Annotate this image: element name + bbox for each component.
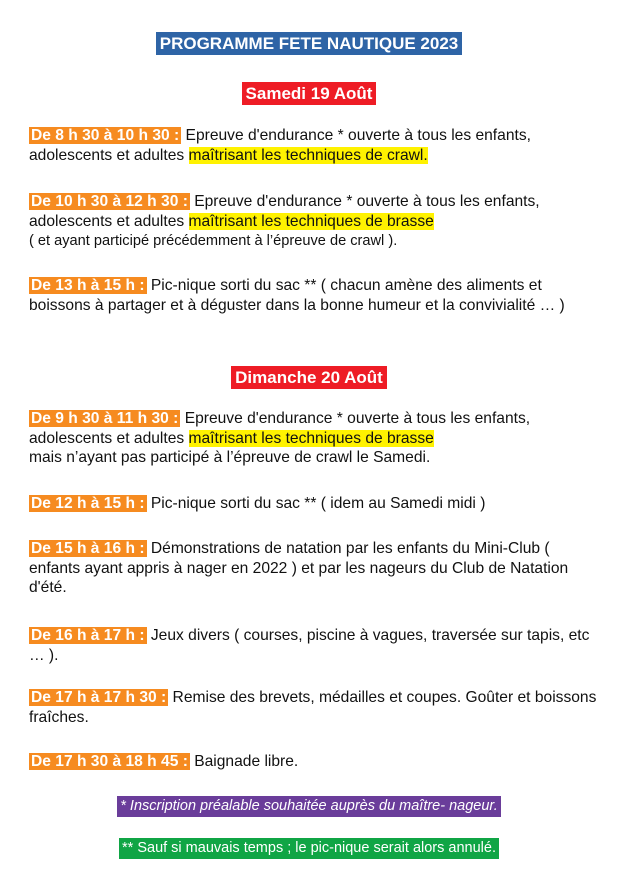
title-row <box>0 32 618 55</box>
entry-text-after: ( et ayant participé précédemment à l’épreuve de crawl ). <box>29 233 398 249</box>
entry-text: Epreuve d'endurance * ouverte à tous les enfants, adolescents et adultes <box>29 410 531 447</box>
sunday-entry-1 <box>29 409 599 468</box>
saturday-heading: Samedi 19 Août <box>242 82 377 105</box>
saturday-entry-1 <box>29 126 599 165</box>
sunday-entry-2 <box>29 494 599 514</box>
saturday-heading-row <box>0 82 618 105</box>
entry-text: Epreuve d'endurance * ouverte à tous les enfants, adolescents et adultes <box>29 127 531 164</box>
entry-text: Pic-nique sorti du sac ** ( idem au Samedi midi ) <box>146 495 486 512</box>
sunday-entry-6 <box>29 752 599 772</box>
highlighted-text: maîtrisant les techniques de crawl. <box>188 146 428 164</box>
time-label: De 15 h à 16 h : <box>31 540 145 557</box>
page-title: PROGRAMME FETE NAUTIQUE 2023 <box>156 32 463 55</box>
sunday-entry-4 <box>29 626 599 665</box>
entry-text: Jeux divers ( courses, piscine à vagues, traversée sur tapis, etc … ). <box>29 627 590 664</box>
time-label: De 9 h 30 à 11 h 30 : <box>31 410 179 427</box>
saturday-entry-2 <box>29 192 599 252</box>
entry-text: Remise des brevets, médailles et coupes. Goûter et boissons fraîches. <box>29 689 597 726</box>
weather-note-row <box>0 838 618 859</box>
entry-text: Baignade libre. <box>189 753 299 770</box>
registration-note: * Inscription préalable souhaitée auprès du maître- nageur. <box>117 796 501 817</box>
sunday-entry-3 <box>29 539 599 598</box>
sunday-heading-row <box>0 366 618 389</box>
weather-note: ** Sauf si mauvais temps ; le pic-nique serait alors annulé. <box>119 838 499 859</box>
highlighted-text: maîtrisant les techniques de brasse <box>188 429 434 447</box>
entry-text: Démonstrations de natation par les enfants du Mini-Club ( enfants ayant appris à nager en 2022 ) et par les nageurs du Club de Natation d'été. <box>29 540 569 596</box>
entry-text: Epreuve d'endurance * ouverte à tous les enfants, adolescents et adultes <box>29 193 540 230</box>
entry-text: Pic-nique sorti du sac ** ( chacun amène des aliments et boissons à partager et à déguster dans la bonne humeur et la convivialité … ) <box>29 277 565 314</box>
entry-text-after: mais n’ayant pas participé à l’épreuve de crawl le Samedi. <box>29 449 431 466</box>
saturday-entry-3 <box>29 276 599 315</box>
time-label: De 13 h à 15 h : <box>31 277 145 294</box>
time-label: De 12 h à 15 h : <box>31 495 145 512</box>
highlighted-text: maîtrisant les techniques de brasse <box>188 212 434 230</box>
time-label: De 8 h 30 à 10 h 30 : <box>31 127 180 144</box>
sunday-entry-5 <box>29 688 599 727</box>
registration-note-row <box>0 796 618 817</box>
time-label: De 17 h 30 à 18 h 45 : <box>31 753 188 770</box>
sunday-heading: Dimanche 20 Août <box>231 366 387 389</box>
time-label: De 16 h à 17 h : <box>31 627 145 644</box>
time-label: De 17 h à 17 h 30 : <box>31 689 167 706</box>
time-label: De 10 h 30 à 12 h 30 : <box>31 193 188 210</box>
